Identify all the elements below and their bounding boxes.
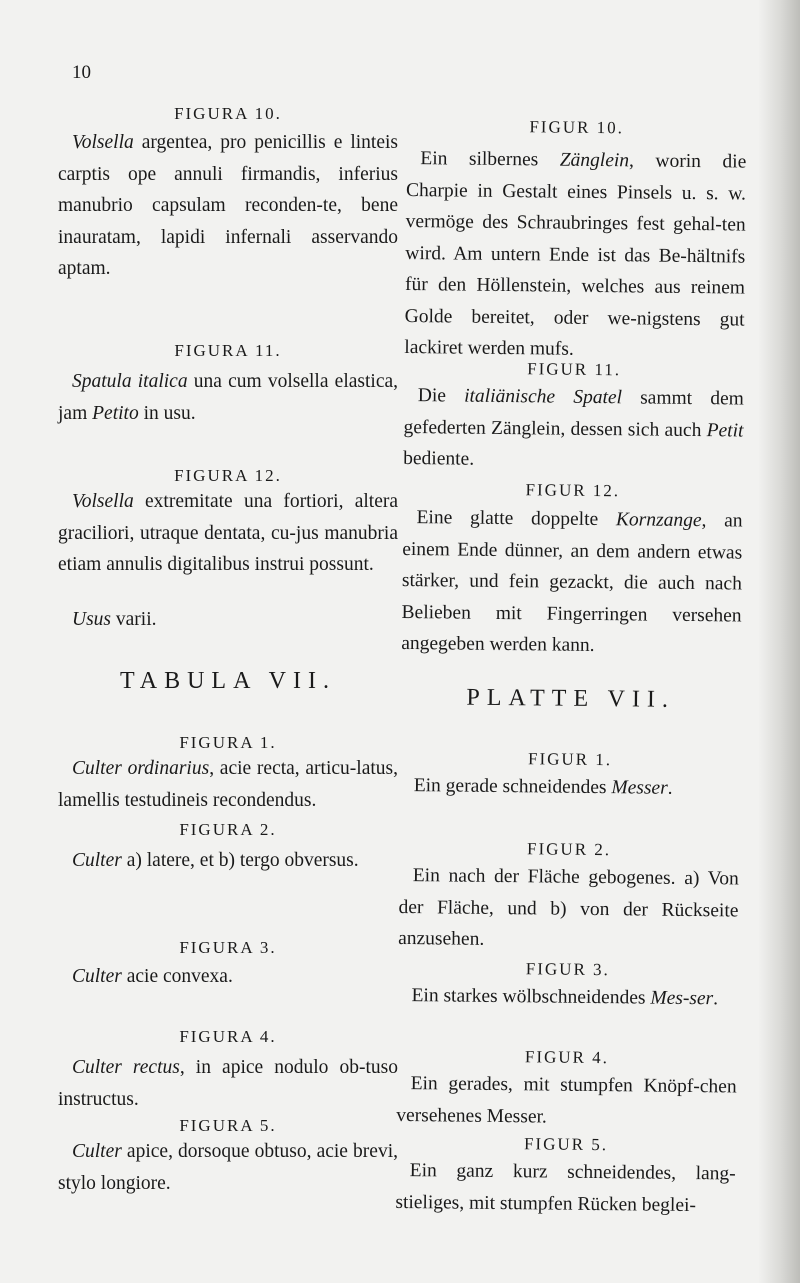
figure-heading: FIGUR 12.	[525, 480, 621, 501]
italic-term: Culter	[72, 1141, 122, 1162]
figure-text: Spatula italica una cum volsella elastica, jam Petito in usu.	[58, 371, 398, 424]
figure-text: Culter apice, dorsoque obtuso, acie brevi, stylo longiore.	[58, 1141, 398, 1194]
italic-term: Culter rectus	[72, 1057, 180, 1078]
italic-term: Culter ordinarius	[72, 758, 210, 779]
figure-text: Ein ganz kurz schneidendes, lang-stieliges, mit stumpfen Rücken beglei-	[395, 1160, 736, 1216]
italic-term: Petito	[92, 402, 139, 424]
italic-term: Petit	[706, 419, 744, 442]
figure-heading: FIGURA 10.	[174, 104, 282, 123]
figure-heading: FIGURA 2.	[179, 820, 277, 839]
italic-term: Kornzange	[615, 509, 702, 532]
figure-text: Ein gerades, mit stumpfen Knöpf-chen versehenes Messer.	[396, 1073, 737, 1128]
figure-heading: FIGURA 1.	[179, 733, 277, 752]
italic-term: Volsella	[72, 491, 134, 512]
italic-term: Culter	[72, 966, 122, 987]
figure-text: Ein silbernes Zänglein, worin die Charpie in Gestalt eines Pinsels u. s. w. vermöge des Schraubringes fest gehal-ten wird. Am untern Ende ist das Be-hältnifs für den Höllenstein, welches aus reinem Golde bereitet, oder we-nigstens gut lackiret werden mufs.	[404, 148, 747, 360]
figure-text: Culter rectus, in apice nodulo ob-tuso instructus.	[58, 1057, 398, 1110]
figure-text: Ein starkes wölbschneidendes Mes-ser.	[411, 985, 719, 1010]
plate-title: TABULA VII.	[120, 668, 336, 694]
figure-text: Volsella extremitate una fortiori, altera graciliori, utraque dentata, cu-jus manubria etiam annulis digitalibus instrui possunt.	[58, 491, 398, 575]
italic-term: italiänische Spatel	[464, 385, 623, 409]
figure-heading: FIGUR 1.	[527, 749, 613, 770]
italic-term: Volsella	[72, 132, 134, 153]
figure-heading: FIGUR 3.	[525, 959, 610, 980]
italic-term: Usus	[72, 609, 112, 630]
italic-term: Culter	[72, 850, 122, 871]
figure-text: Eine glatte doppelte Kornzange, an einem Ende dünner, an dem andern etwas stärker, und fein gezackt, die auch nach Belieben mit Fingerringen versehen angegeben werden kann.	[401, 507, 743, 656]
page-number: 10	[72, 62, 91, 83]
figure-heading: FIGURA 11.	[174, 341, 282, 360]
figure-heading: FIGURA 3.	[179, 938, 277, 957]
italic-term: Mes-ser	[650, 987, 714, 1010]
usus-line: Usus varii.	[72, 609, 157, 630]
figure-text: Ein gerade schneidendes Messer.	[413, 775, 673, 799]
figure-heading: FIGUR 5.	[523, 1134, 609, 1155]
figure-text: Culter ordinarius, acie recta, articu-latus, lamellis testudineis recondendus.	[58, 758, 398, 811]
figure-text: Culter a) latere, et b) tergo obversus.	[72, 850, 359, 871]
figure-heading: FIGUR 11.	[527, 359, 622, 380]
italic-term: Zänglein	[559, 149, 630, 172]
plate-title: PLATTE VII.	[466, 684, 676, 713]
figure-heading: FIGURA 12.	[174, 466, 282, 485]
figure-heading: FIGUR 4.	[524, 1047, 610, 1068]
figure-text: Die italiänische Spatel sammt dem gefederten Zänglein, dessen sich auch Petit bediente.	[403, 385, 744, 470]
italic-term: Messer	[611, 777, 668, 799]
figure-text: Volsella argentea, pro penicillis e linteis carptis ope annuli firmandis, inferius manubrio capsulam reconden-te, bene inauratam, lapidi infernali asservando aptam.	[58, 132, 398, 279]
italic-term: Spatula italica	[72, 371, 188, 392]
figure-heading: FIGURA 5.	[179, 1116, 277, 1135]
figure-heading: FIGURA 4.	[179, 1027, 277, 1046]
figure-text: Ein nach der Fläche gebogenes. a) Von der Fläche, und b) von der Rückseite anzusehen.	[398, 865, 739, 950]
figure-heading: FIGUR 2.	[527, 839, 612, 860]
figure-text: Culter acie convexa.	[72, 966, 233, 987]
figure-heading: FIGUR 10.	[529, 117, 625, 138]
page-edge-shadow	[758, 0, 800, 1283]
